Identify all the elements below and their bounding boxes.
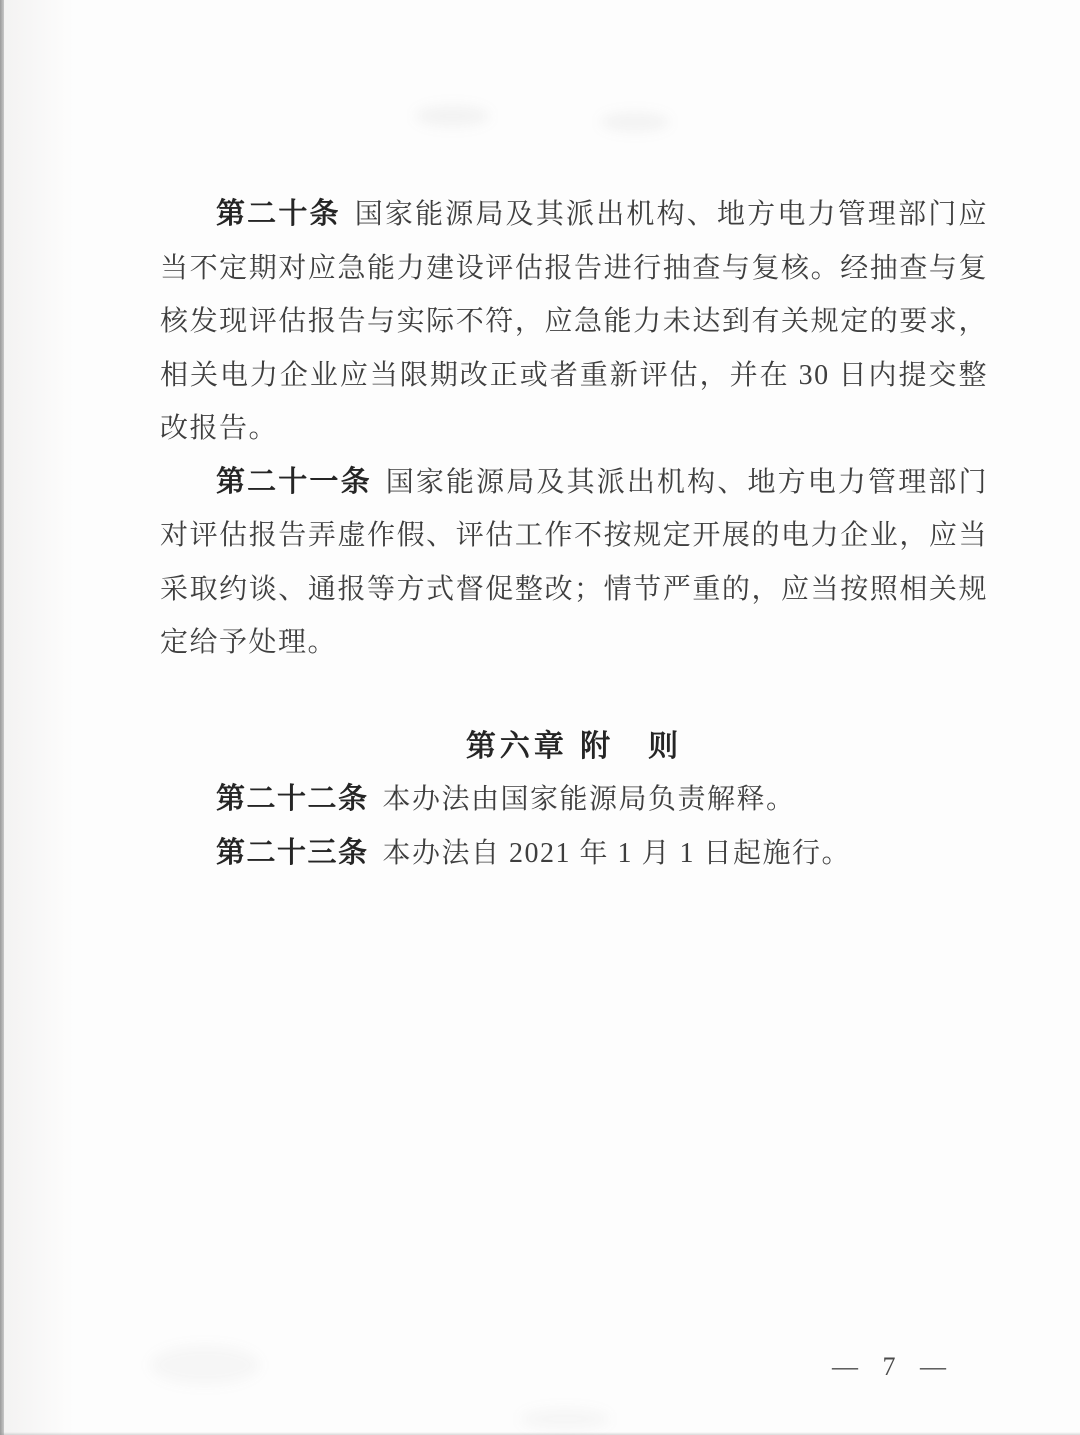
scan-smudge (520, 1408, 610, 1430)
page-number: — 7 — (832, 1352, 948, 1381)
scan-smudge (600, 112, 670, 132)
scan-smudge (415, 105, 490, 127)
article-23-label: 第二十三条 (216, 836, 369, 869)
scan-left-shading (4, 0, 74, 1435)
article-22-paragraph (160, 773, 988, 827)
document-content (160, 188, 988, 880)
article-22-text: 本办法由国家能源局负责解释。 (382, 784, 796, 815)
article-21-paragraph (160, 456, 988, 670)
article-21-label: 第二十一条 (216, 465, 372, 498)
article-20-paragraph (160, 188, 988, 456)
article-20-label: 第二十条 (216, 198, 341, 230)
article-20-text: 国家能源局及其派出机构、地方电力管理部门应当不定期对应急能力建设评估报告进行抽查与复核。经抽查与复核发现评估报告与实际不符，应急能力未达到有关规定的要求，相关电力企业应当限期改正或者重新评估，并在 30 日内提交整改报告。 (160, 199, 988, 444)
article-23-paragraph (160, 827, 988, 881)
chapter-heading: 第六章 附 则 (465, 729, 683, 763)
article-22-label: 第二十二条 (216, 783, 369, 815)
scan-smudge (150, 1345, 260, 1385)
article-21-text: 国家能源局及其派出机构、地方电力管理部门对评估报告弄虚作假、评估工作不按规定开展的电力企业，应当采取约谈、通报等方式督促整改；情节严重的，应当按照相关规定给予处理。 (160, 466, 988, 658)
article-23-text: 本办法自 2021 年 1 月 1 日起施行。 (382, 837, 852, 869)
